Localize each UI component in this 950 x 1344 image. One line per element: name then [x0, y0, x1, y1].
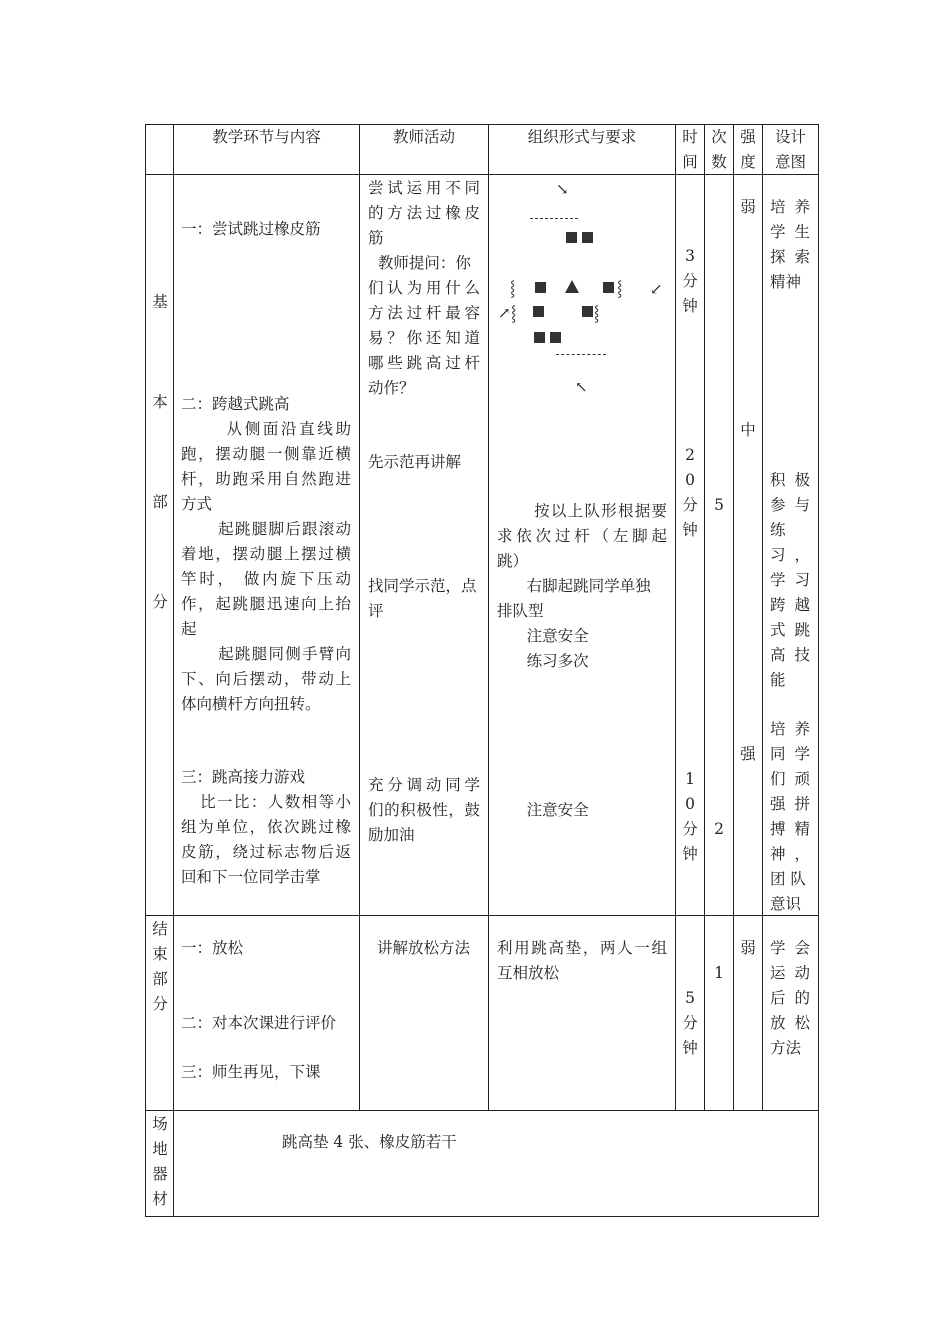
text-line: 学 生: [770, 223, 810, 241]
label-char: 部: [152, 493, 168, 511]
part3-intensity: 强: [740, 745, 756, 763]
label-char: 分: [152, 995, 168, 1013]
part3-design: [770, 717, 810, 917]
text-line: 易？你还知道: [368, 329, 480, 347]
end-teacher: 讲解放松方法: [377, 939, 471, 957]
time-char: 钟: [682, 521, 698, 539]
text-line: 利用跳高垫，两人一组: [497, 939, 667, 957]
text-line: 神 ，: [770, 845, 810, 863]
end-time: [676, 986, 704, 1061]
text-line: 团 队: [770, 870, 806, 888]
text-line: 的方法过橡皮: [368, 204, 480, 222]
text-line: 习 ，: [770, 546, 810, 564]
grid-line: [488, 124, 489, 1111]
text-line: 跑，摆动腿一侧靠近横: [181, 445, 351, 463]
equipment-text: 跳高垫 4 张、橡皮筋若干: [282, 1133, 457, 1151]
text-line: 培 养: [770, 720, 810, 738]
part3-teacher: [368, 773, 480, 848]
text-line: 励加油: [368, 826, 415, 844]
text-line: 排队型: [497, 602, 544, 620]
tilde-line: [556, 354, 606, 363]
grid-line: [145, 1110, 819, 1111]
header-intensity: [734, 125, 762, 175]
text-line: 杆，助跑采用自然跑进: [181, 470, 351, 488]
end-item-goodbye: 三：师生再见，下课: [181, 1063, 321, 1081]
text-line: 积 极: [770, 471, 810, 489]
text-line: 互相放松: [497, 964, 560, 982]
text-line: 能: [770, 671, 786, 689]
time-char: 钟: [682, 1039, 698, 1057]
arrow-up-right-icon: ↗: [498, 304, 511, 322]
text-line: 按以上队形根据要: [497, 502, 667, 520]
grid-line: [762, 124, 763, 1111]
end-item-relax: 一：放松: [181, 939, 244, 957]
grid-line: [173, 124, 174, 1217]
equipment-section-label: [151, 1112, 169, 1212]
grid-line: [818, 124, 819, 1217]
text-line: 们认为用什么: [368, 279, 480, 297]
player-square: [534, 332, 545, 343]
text-line: 起跳腿同侧手臂向: [181, 645, 351, 663]
part3-title: 三：跳高接力游戏: [181, 768, 306, 786]
player-square: [582, 232, 593, 243]
time-char: 分: [682, 820, 698, 838]
grid-line: [145, 124, 146, 1217]
text-line: 式 跳: [770, 621, 810, 639]
header-content: 教学环节与内容: [212, 128, 321, 146]
player-square: [582, 306, 593, 317]
player-square: [603, 282, 614, 293]
basic-section-label: [151, 290, 169, 615]
text-line: 筋: [368, 229, 384, 247]
part2-teacher-review: [368, 574, 480, 624]
header-count: [705, 125, 733, 175]
brace-icon: ⸾: [510, 279, 516, 297]
text-line: 比一比：人数相等小: [181, 793, 351, 811]
end-organization: [497, 936, 667, 986]
part3-organization: 注意安全: [497, 801, 589, 819]
text-line: 参 与: [770, 496, 810, 514]
text-line: 注意安全: [497, 627, 589, 645]
text-line: 跳）: [497, 552, 529, 570]
text-line: 学 习: [770, 571, 810, 589]
text-line: 探 索: [770, 248, 810, 266]
header-intensity-char: 强: [740, 128, 756, 146]
text-line: 精神: [770, 273, 802, 291]
part1-intensity: 弱: [740, 198, 756, 216]
text-line: 着地，摆动腿上摆过横: [181, 545, 351, 563]
grid-line: [733, 124, 734, 1111]
text-line: 练: [770, 521, 786, 539]
header-count-char: 数: [711, 153, 727, 171]
part3-count: 2: [714, 820, 724, 838]
text-line: 强 拼: [770, 795, 810, 813]
part2-time: [676, 443, 704, 543]
text-line: 充分调动同学: [368, 776, 480, 794]
label-char: 基: [152, 293, 168, 311]
text-line: 右脚起跳同学单独: [497, 577, 651, 595]
text-line: 从侧面沿直线助: [181, 420, 351, 438]
time-char: 5: [685, 989, 695, 1007]
text-line: 组为单位，依次跳过橡: [181, 818, 351, 836]
header-teacher: 教师活动: [392, 128, 455, 146]
text-line: 跨 越: [770, 596, 810, 614]
header-time: [676, 125, 704, 175]
label-char: 场: [152, 1115, 168, 1133]
part2-organization: [497, 499, 667, 674]
brace-icon: ⸾: [594, 304, 600, 322]
arrow-down-right-icon: ↘: [556, 180, 569, 198]
header-time-char: 间: [682, 153, 698, 171]
text-line: 尝试运用不同: [368, 179, 480, 197]
text-line: 们的积极性，鼓: [368, 801, 480, 819]
time-char: 0: [685, 795, 695, 813]
label-char: 分: [152, 593, 168, 611]
part1-teacher: [368, 176, 480, 401]
header-design-line: 意图: [774, 153, 806, 171]
time-char: 0: [685, 471, 695, 489]
text-line: 培 养: [770, 198, 810, 216]
text-line: 起跳腿脚后跟滚动: [181, 520, 351, 538]
text-line: 同 学: [770, 745, 810, 763]
text-line: 下、向后摆动，带动上: [181, 670, 351, 688]
text-line: 求依次过杆（左脚起: [497, 527, 667, 545]
text-line: 运 动: [770, 964, 810, 982]
label-char: 地: [152, 1140, 168, 1158]
text-line: 方式: [181, 495, 213, 513]
end-section-label: [151, 917, 169, 1017]
brace-icon: ⸾: [511, 304, 517, 322]
part2-design: [770, 468, 810, 693]
player-square: [533, 306, 544, 317]
header-count-char: 次: [711, 128, 727, 146]
text-line: 动作？: [368, 379, 415, 397]
time-char: 1: [685, 770, 695, 788]
text-line: 方法过杆最容: [368, 304, 480, 322]
header-design-line: 设计: [774, 128, 806, 146]
end-item-evaluate: 二：对本次课进行评价: [181, 1014, 337, 1032]
time-char: 钟: [682, 297, 698, 315]
part1-design: [770, 195, 810, 295]
grid-line: [359, 124, 360, 1111]
part3-time: [676, 767, 704, 867]
tilde-line: [530, 218, 578, 227]
time-char: 2: [685, 446, 695, 464]
marker-triangle: [565, 280, 579, 293]
part1-title: 一：尝试跳过橡皮筋: [181, 220, 321, 238]
grid-line: [145, 915, 819, 916]
arrow-up-left-icon: ↖: [575, 378, 588, 396]
text-line: 回和下一位同学击掌: [181, 868, 321, 886]
text-line: 作，起跳腿迅速向上抬: [181, 595, 351, 613]
text-line: 找同学示范，点: [368, 577, 477, 595]
time-char: 钟: [682, 845, 698, 863]
part2-content: [181, 417, 351, 717]
time-char: 分: [682, 1014, 698, 1032]
part2-intensity: 中: [740, 421, 756, 439]
label-char: 部: [152, 970, 168, 988]
brace-icon: ⸾: [617, 279, 623, 297]
text-line: 皮筋，绕过标志物后返: [181, 843, 351, 861]
text-line: 竿时， 做内旋下压动: [181, 570, 351, 588]
part2-count: 5: [714, 496, 724, 514]
player-square: [550, 332, 561, 343]
end-design: [770, 936, 810, 1061]
player-square: [566, 232, 577, 243]
grid-line: [145, 1216, 819, 1217]
text-line: 搏 精: [770, 820, 810, 838]
end-intensity: 弱: [740, 939, 756, 957]
arrow-down-left-icon: ↙: [650, 280, 663, 298]
label-char: 结: [152, 920, 168, 938]
time-char: 3: [685, 247, 695, 265]
text-line: 意识: [770, 895, 802, 913]
label-char: 材: [152, 1190, 168, 1208]
text-line: 高 技: [770, 646, 810, 664]
text-line: 们 顽: [770, 770, 810, 788]
text-line: 哪些跳高过杆: [368, 354, 480, 372]
header-design: [763, 125, 818, 175]
label-char: 束: [152, 945, 168, 963]
player-square: [535, 282, 546, 293]
header-organization: 组织形式与要求: [527, 128, 637, 146]
part2-title: 二：跨越式跳高: [181, 395, 290, 413]
header-time-char: 时: [682, 128, 698, 146]
part2-teacher-demo: 先示范再讲解: [368, 453, 462, 471]
label-char: 器: [152, 1165, 168, 1183]
label-char: 本: [152, 393, 168, 411]
time-char: 分: [682, 272, 698, 290]
time-char: 分: [682, 496, 698, 514]
text-line: 起: [181, 620, 197, 638]
part3-content: [181, 790, 351, 890]
text-line: 学 会: [770, 939, 810, 957]
text-line: 练习多次: [497, 652, 589, 670]
part1-time: [676, 244, 704, 319]
text-line: 体向横杆方向扭转。: [181, 695, 321, 713]
text-line: 放 松: [770, 1014, 810, 1032]
header-intensity-char: 度: [740, 153, 756, 171]
text-line: 评: [368, 602, 384, 620]
end-count: 1: [714, 964, 724, 982]
text-line: 教师提问：你: [368, 254, 471, 272]
text-line: 方法: [770, 1039, 802, 1057]
text-line: 后 的: [770, 989, 810, 1007]
